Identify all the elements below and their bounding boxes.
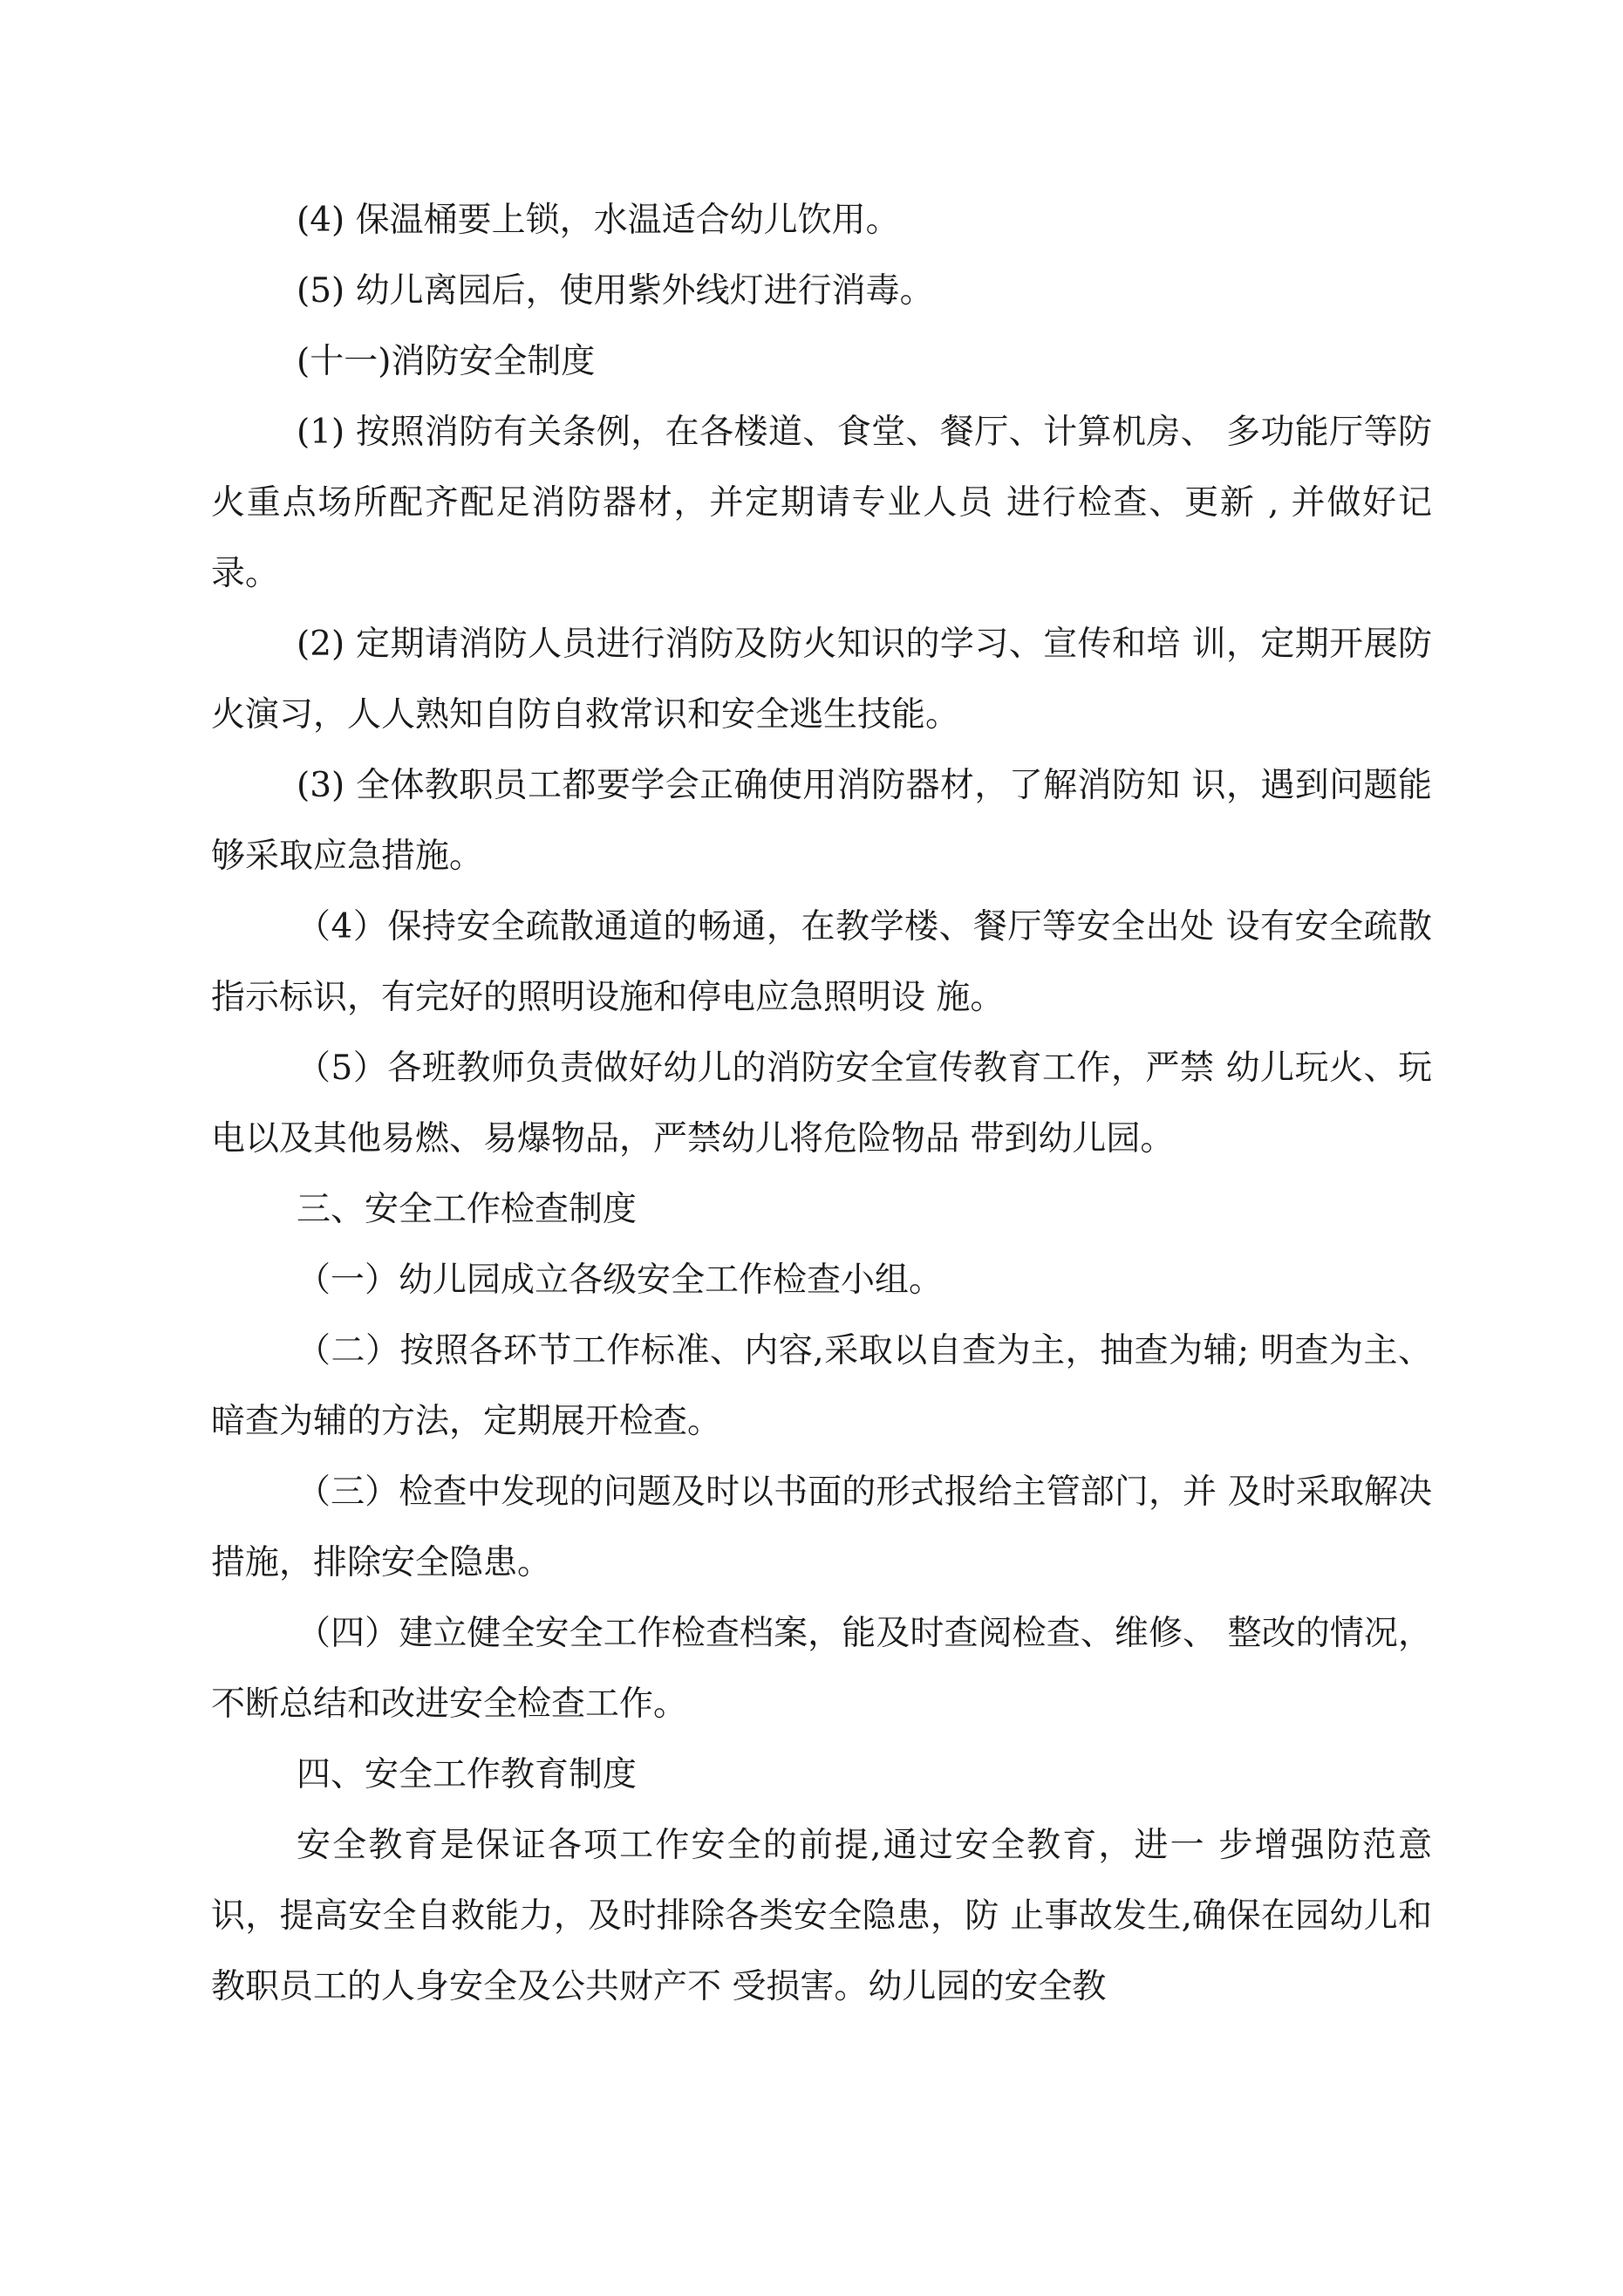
paragraph-10: （一）幼儿园成立各级安全工作检查小组。 [297,1261,944,1300]
document-body [211,185,1432,2022]
section-heading-fire-safety: (十一)消防安全制度 [297,342,596,381]
paragraph-7: （4）保持安全疏散通道的畅通，在教学楼、餐厅等安全出处 设有安全疏散指示标识，有完好的照明设施和停电应急照明设 施。 [211,907,1432,1017]
paragraph-11: （二）按照各环节工作标准、内容,采取以自查为主，抽查为辅; 明查为主、暗查为辅的方法，定期展开检查。 [211,1331,1432,1441]
paragraph-1: (4) 保温桶要上锁，水温适合幼儿饮用。 [297,201,900,240]
paragraph-8: （5）各班教师负责做好幼儿的消防安全宣传教育工作，严禁 幼儿玩火、玩电以及其他易燃、易爆物品，严禁幼儿将危险物品 带到幼儿园。 [211,1049,1432,1158]
paragraph-6: (3) 全体教职员工都要学会正确使用消防器材，了解消防知 识，遇到问题能够采取应急措施。 [211,766,1432,876]
paragraph-15: 安全教育是保证各项工作安全的前提,通过安全教育，进一 步增强防范意识，提高安全自救能力，及时排除各类安全隐患，防 止事故发生,确保在园幼儿和教职员工的人身安全及公共财产不 受损害。幼儿园的安全教 [211,1826,1432,2006]
paragraph-12: （三）检查中发现的问题及时以书面的形式报给主管部门，并 及时采取解决措施，排除安全隐患。 [211,1473,1432,1582]
section-heading-education: 四、安全工作教育制度 [297,1755,638,1794]
paragraph-5: (2) 定期请消防人员进行消防及防火知识的学习、宣传和培 训，定期开展防火演习，人人熟知自防自救常识和安全逃生技能。 [211,625,1432,735]
paragraph-13: （四）建立健全安全工作检查档案，能及时查阅检查、维修、 整改的情况，不断总结和改进安全检查工作。 [211,1614,1432,1724]
paragraph-4: (1) 按照消防有关条例，在各楼道、食堂、餐厅、计算机房、 多功能厅等防火重点场所配齐配足消防器材，并定期请专业人员 进行检查、更新 , 并做好记录。 [211,413,1432,593]
section-heading-inspection: 三、安全工作检查制度 [297,1190,638,1229]
paragraph-2: (5) 幼儿离园后，使用紫外线灯进行消毒。 [297,271,934,311]
